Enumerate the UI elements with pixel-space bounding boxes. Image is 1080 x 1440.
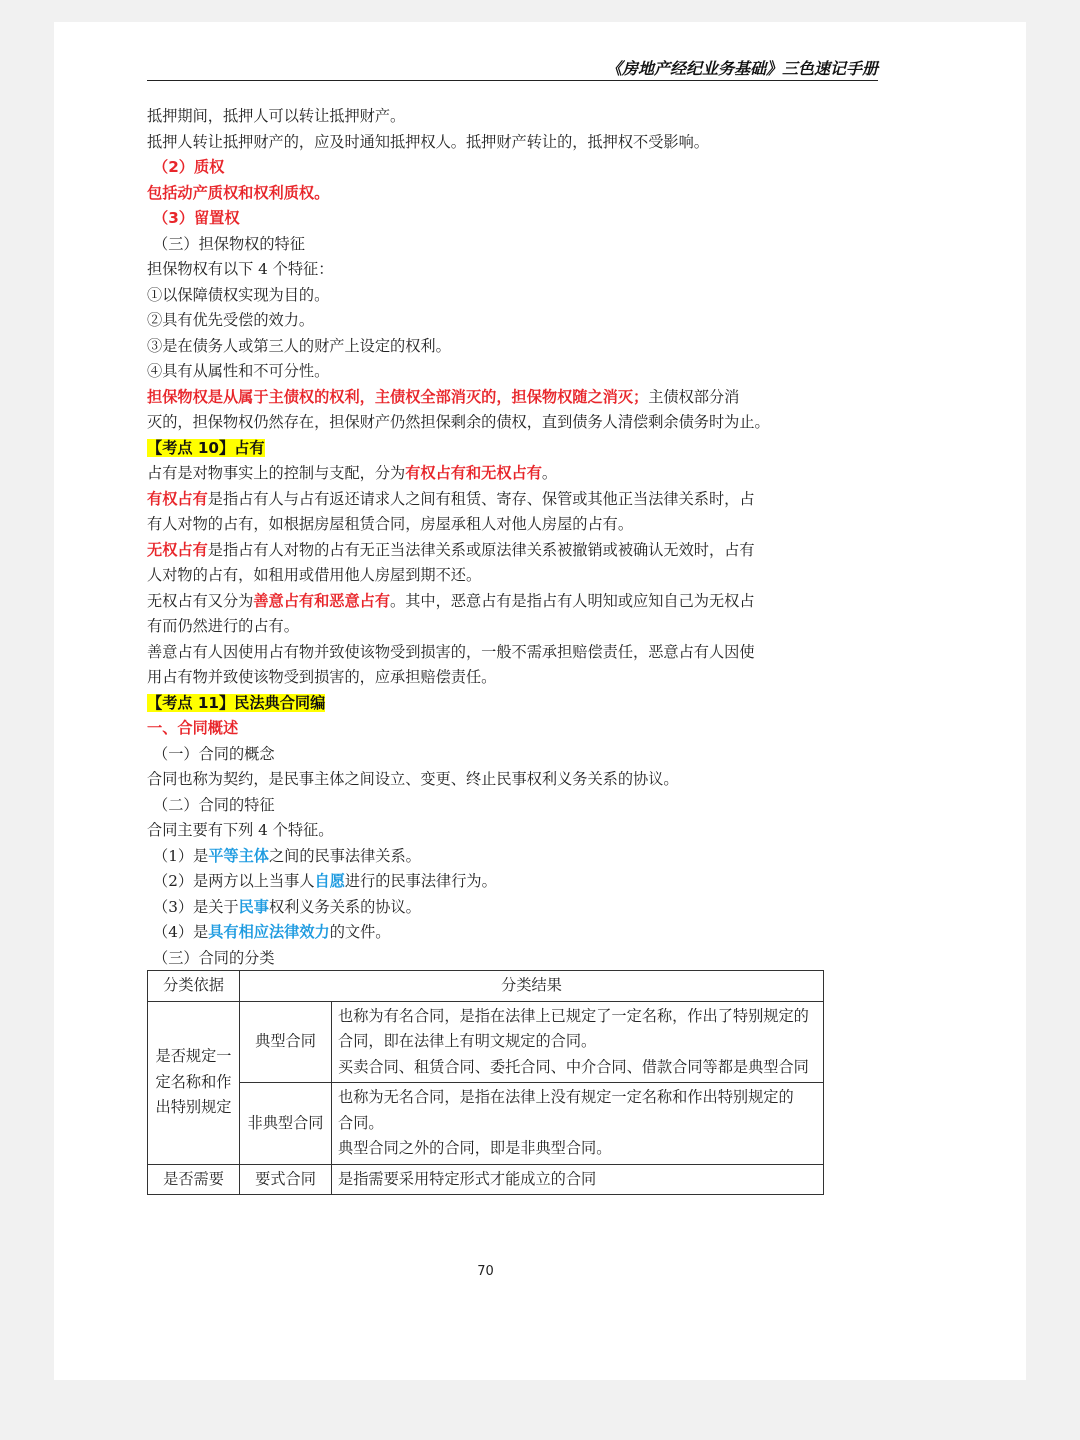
section-heading: （一）合同的概念 [153,744,275,763]
text-line: 用占有物并致使该物受到损害的，应承担赔偿责任。 [147,668,497,686]
text-line: 有而仍然进行的占有。 [147,617,299,635]
table-header-cell: 分类依据 [148,971,240,1002]
list-item [147,895,878,921]
table-cell [332,1083,824,1165]
highlight-heading: 【考点 10】占有 [147,438,265,457]
text-span: 无权占有又分为 [147,591,254,610]
table-header-cell: 分类结果 [240,971,824,1002]
text-span: （2）是两方以上当事人 [153,872,315,890]
cell-text: 也称为有名合同，是指在法律上已规定了一定名称，作出了特别规定的合同，即在法律上有明文规定的合同。 [338,1006,809,1050]
cell-text: 买卖合同、租赁合同、委托合同、中介合同、借款合同等都是典型合同 [338,1057,809,1076]
list-item [147,869,878,895]
page-body [147,104,878,971]
table-cell: 是否需要 [148,1164,240,1195]
text-span: 占有是对物事实上的控制与支配，分为 [147,464,406,482]
exam-point-11-heading [147,691,878,717]
highlight-heading: 【考点 11】民法典合同编 [147,693,326,712]
list-item [147,844,878,870]
cell-text: 典型合同之外的合同，即是非典型合同。 [338,1139,612,1157]
table-cell: 是指需要采用特定形式才能成立的合同 [332,1164,824,1195]
list-item [147,920,878,946]
text-span: （1）是 [153,846,209,865]
key-phrase: 自愿 [314,872,345,890]
text-span: 是指占有人对物的占有无正当法律关系或原法律关系被撤销或被确认无效时，占有 [207,540,755,559]
text-line: 人对物的占有，如租用或借用他人房屋到期不还。 [147,566,482,584]
text-span: 主债权部分消 [648,387,740,406]
section-heading: （三）合同的分类 [153,948,275,967]
key-phrase: 具有相应法律效力 [208,923,330,941]
table-cell: 是否规定一定名称和作出特别规定 [148,1001,240,1164]
text-line: 合同主要有下列 4 个特征。 [147,821,334,839]
text-span: 。其中，恶意占有是指占有人明知或应知自己为无权占 [390,591,755,610]
list-item: ④具有从属性和不可分性。 [147,362,330,380]
text-line: 担保物权有以下 4 个特征： [147,260,334,278]
text-line: 抵押人转让抵押财产的，应及时通知抵押权人。抵押财产转让的，抵押权不受影响。 [147,132,709,151]
text-line: 善意占有人因使用占有物并致使该物受到损害的，一般不需承担赔偿责任，恶意占有人因使 [147,642,755,661]
key-phrase: 有权占有 [147,489,208,508]
key-phrase: 民事 [238,897,269,916]
table-row [148,1083,824,1165]
key-phrase: 无权占有 [147,540,208,559]
key-point-line: 包括动产质权和权利质权。 [147,183,330,202]
header-rule [147,80,878,81]
text-span: 进行的民事法律行为。 [344,872,497,890]
section-heading: （三）担保物权的特征 [153,234,305,253]
text-line [147,538,878,564]
table-row [148,1001,824,1083]
text-span: （3）是关于 [153,897,239,916]
text-line: 合同也称为契约，是民事主体之间设立、变更、终止民事权利义务关系的协议。 [147,770,679,788]
table-cell [332,1001,824,1083]
subheading-pledge: （2）质权 [153,158,225,176]
table-cell: 非典型合同 [240,1083,332,1165]
key-phrase: 有权占有和无权占有 [405,464,542,482]
table-cell: 要式合同 [240,1164,332,1195]
text-line: 抵押期间，抵押人可以转让抵押财产。 [147,107,406,125]
list-item: ③是在债务人或第三人的财产上设定的权利。 [147,336,451,355]
table-row [148,1164,824,1195]
text-span: 。 [541,464,558,482]
classification-table [147,970,824,1195]
text-line [147,589,878,615]
text-line: 有人对物的占有，如根据房屋租赁合同，房屋承租人对他人房屋的占有。 [147,515,633,533]
text-span: 权利义务关系的协议。 [268,897,421,916]
key-phrase: 担保物权是从属于主债权的权利，主债权全部消灭的，担保物权随之消灭； [147,387,649,406]
key-phrase: 善意占有和恶意占有 [253,591,390,610]
text-span: （4）是 [153,923,209,941]
text-span: 之间的民事法律关系。 [268,846,421,865]
list-item: ②具有优先受偿的效力。 [147,311,315,329]
key-phrase: 平等主体 [208,846,269,865]
cell-text: 合同。 [338,1113,384,1132]
text-line: 灭的，担保物权仍然存在，担保财产仍然担保剩余的债权，直到债务人清偿剩余债务时为止。 [147,413,770,431]
subheading-lien: （3）留置权 [153,209,240,227]
text-line [147,461,878,487]
text-line [147,487,878,513]
text-span: 的文件。 [329,923,391,941]
page-number: 70 [477,1264,494,1279]
exam-point-10-heading [147,436,878,462]
table-cell: 典型合同 [240,1001,332,1083]
cell-text: 也称为无名合同，是指在法律上没有规定一定名称和作出特别规定的 [338,1088,794,1106]
list-item: ①以保障债权实现为目的。 [147,285,330,304]
running-header: 《房地产经纪业务基础》三色速记手册 [605,59,878,78]
text-line [147,385,878,411]
text-span: 是指占有人与占有返还请求人之间有租赁、寄存、保管或其他正当法律关系时，占 [207,489,755,508]
table-header-row [148,971,824,1002]
section-heading: （二）合同的特征 [153,795,275,814]
chapter-heading: 一、合同概述 [147,719,239,737]
